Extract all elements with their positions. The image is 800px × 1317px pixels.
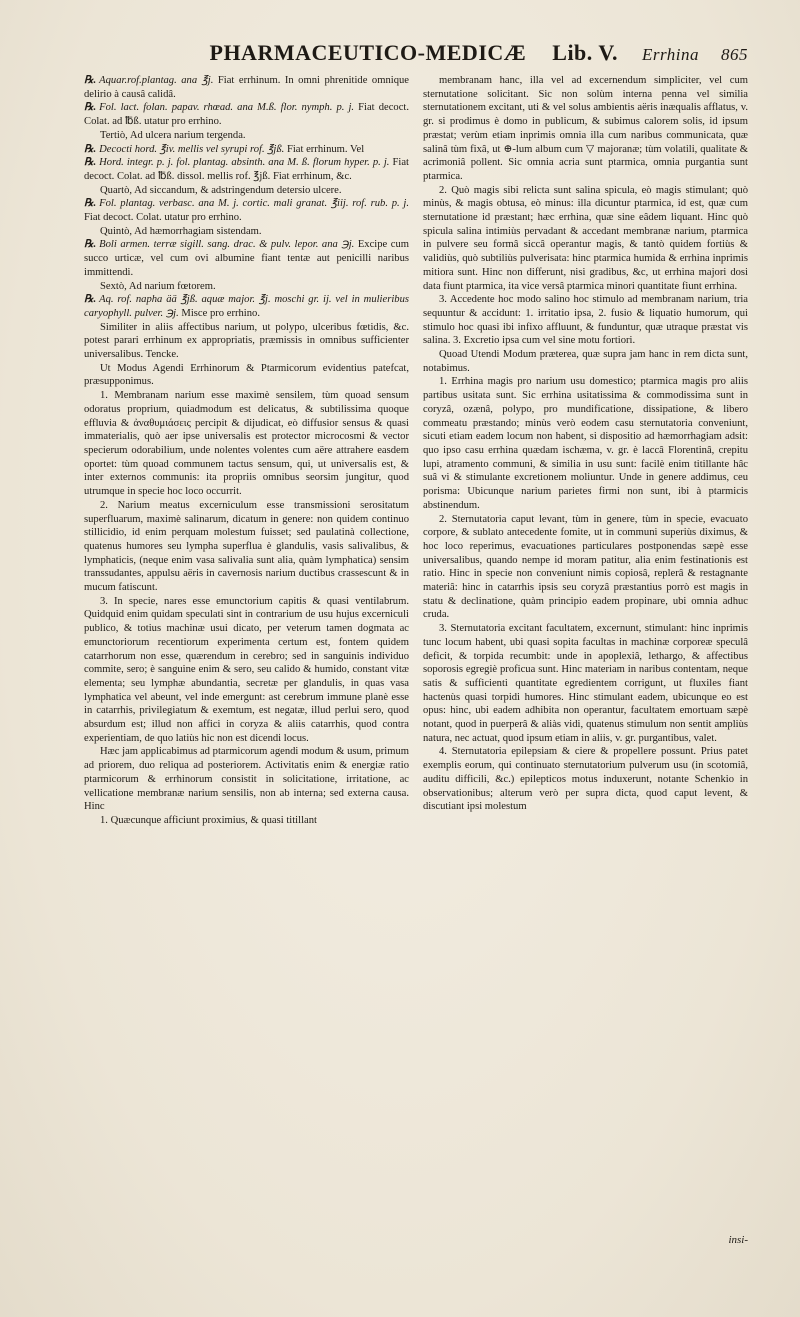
paragraph: 3. Accedente hoc modo salino hoc stimulo ad membranam narium, tria sequuntur & accidunt: 1. irritatio ipsa, 2. fusio & liquatio humorum, qui stimulo hoc quasi ibi infixo affluunt, & funduntur, quæ utraque præstat vis salina. 3. Excretio ipsa cum vel sine motu fortiori. [423,294,748,347]
paragraph: Tertiò, Ad ulcera narium tergenda. [100,129,246,141]
recipe-instruction: Fiat errhinum. Vel [284,143,365,155]
paragraph: Quartò, Ad siccandum, & adstringendum detersio ulcere. [100,184,342,196]
paragraph: 3. Sternutatoria excitant facultatem, excernunt, stimulant: hinc inprimis tunc locum habent, ubi quasi sopita facultas in machinæ corporeæ speculâ deficit, & torpida recumbit: unde in apoplexiâ, lethargo, & affectibus soporosis egregiè proficua sunt. Hinc materiam in naribus contentam, neque satis & sufficienti quantitate egredientem corrigunt, ut fluxiles fiant hactenùs quasi torpidi humores. Hinc stimulant eadem, ubicunque eo est opus: hinc, ubi eadem adhibita non operantur, facultatem emortuam sæpè notant, quod in puerperâ & aliàs vidi, quatenus stimulum non sentit ampliùs natura, nec actuat, quod ipsum etiam in aliis, v. gr. purgantibus, valet. [423,623,748,744]
running-title: PHARMACEUTICO-MEDICÆ [209,40,527,65]
paragraph: membranam hanc, illa vel ad excernendum simpliciter, vel cum sternutatione solicitant. Sic non solùm interna penna vel similia sternutationem excitant, uti & vel solus ambientis aëris inæqualis afflatus, v. gr. si prodimus è domo in publicum, & subimus calorem solis, id ipsum præstat; verùm etiam inprimis omnia illa cum naribus communicata, quæ salinâ tùm fixâ, ut ⊕-lum album cum ▽ majoranæ; tùm volatili, qualitate & acrimoniâ pollent. Sic omnia acria sunt ptarmica, omnia purgantia sunt ptarmica. [423,75,748,182]
left-column [84,74,409,828]
recipe-symbol: ℞. [84,102,97,114]
recipe-symbol: ℞. [84,75,97,86]
recipe-ingredients: Fol. plantag. verbasc. ana M. j. cortic. mali granat. ℥iij. rof. rub. p. j. [99,198,409,210]
recipe-ingredients: Aquar.rof.plantag. ana ℥j. [99,75,214,86]
right-column [423,74,748,828]
recipe-paragraph [84,238,409,279]
recipe-ingredients: Boli armen. terræ sigill. sang. drac. & pulv. lepor. ana ℈j. [99,239,355,251]
recipe-instruction: Fiat decoct. Colat. ad ℔ß. dissol. mellis rof. ℥jß. Fiat errhinum, &c. [84,157,409,182]
paragraph: Ut Modus Agendi Errhinorum & Ptarmicorum evidentius patefcat, præsupponimus. [84,362,409,388]
recipe-paragraph [84,101,409,128]
paragraph: 3. In specie, nares esse emunctorium capitis & quasi ventilabrum. Quidquid enim quidam speculati sint in contrarium de usu hujus excerniculi publico, & totius machinæ usui dicato, per veterum tamen dogmata ac emunctoriorum recentiorum experimenta certum est, fontem quidem catarrhorum non esse, quærendum in cerebro; sed in sanguinis individuo commite, sero; è sanguine enim & sero, seu calido & humido, constant vitæ elementa; seu lymphæ abundantia, secretæ per glandulis, in quas vasa lymphatica vel abeunt, vel inde emergunt: ast cerebrum immune planè esse in catarrhis, privilegiatum & exemtum, est negatæ, illud perlui sero, quod absurdum est; illud non affici in coryza & aliis catarrhis, quod contra experientiam, de quo latiùs hic non est dicendi locus. [84,595,409,744]
recipe-instruction: Fiat decoct. Colat. utatur pro errhino. [84,212,242,224]
paragraph: Quoad Utendi Modum præterea, quæ supra jam hanc in rem dicta sunt, notabimus. [423,349,748,374]
recipe-instruction: Misce pro errhino. [178,307,260,319]
paragraph: 2. Quò magis sibi relicta sunt salina spicula, eò magis stimulant; quò minùs, & magis obtusa, eò minus: illa dicuntur ptarmica, id est, quæ cum sternutatione id præstant; hæc errhina, quæ sine eâdem liquant. Hinc quò spicula salina intimiùs pervadant & accedant membranæ narium, ptarmica in pulvere seu formâ siccâ operantur magis, & tantò quidem fortiùs & validiùs, quò subtiliùs pulverisata: hinc ptarmica humida & errhina inprimis mitiora sunt. Hinc non differunt, nisi gradibus, &c, ut errhina majori dosi data fiunt ptarmica, ita vice versâ ptarmica minori quantitate fiunt errhina. [423,184,748,292]
recipe-ingredients: Aq. rof. napha ää ℥jß. aquæ major. ℥j. moschi gr. ij. vel in mulieribus caryophyll. pulver. ℈j. [84,294,409,319]
page-number: 865 [721,45,748,64]
recipe-symbol: ℞. [84,143,97,155]
recipe-paragraph [84,156,409,183]
book-number: Lib. V. [552,40,618,65]
paragraph: 1. Errhina magis pro narium usu domestico; ptarmica magis pro aliis partibus usitata sunt. Sic errhina usitatissima & commodissima sunt in coryzâ, ozænâ, polypo, pro mundificatione, dissipatione, & libero commeatu præstando; minùs verò eodem casu sternutatoria conveniunt, sicuti etiam eadem locum non habent, si dispositio ad hæmorrhagiam adsit: quo ipso casu errhina quædam ischæma, v. gr. è laccâ Florentinâ, crepitu lupi, atramento communi, & similia in usu sunt: facilè enim titillante hâc suâ vi & stimulante excretionem moliuntur. Unde in genere addimus, ceu porisma: Ubicunque narium parietes firmi non sunt, ibi à ptarmicis abstinendum. [423,376,748,511]
paragraph: Hæc jam applicabimus ad ptarmicorum agendi modum & usum, primum ad priorem, duo reliqua ad posteriorem. Activitatis enim & energiæ ratio ptarmicorum & errhinorum consistit in solicitatione, irritatione, ac vellicatione membranæ narium sensilis, non ab interna; sed externa causa. Hinc [84,746,409,813]
recipe-symbol: ℞. [84,157,97,169]
paragraph: 2. Narium meatus excerniculum esse transmissioni serositatum superfluarum, maximè salinarum, dicatum in genere: non quidem continuo stillicidio, id enim perquam molestum fuisset; sed paulatinà collectione, quatenus humores seu lympha superflua è glandulis, vasis salivalibus, & lymphaticis, (neque enim vasa salivalia sunt alia, quàm lymphatica) sensim transsudantes, appulsu aëris in cavernosis narium ductibus crassescunt & in mucum fatiscunt. [84,499,409,594]
recipe-ingredients: Decocti hord. ℥iv. mellis vel syrupi rof. ℥jß. [99,143,285,155]
recipe-paragraph [84,143,409,157]
recipe-symbol: ℞. [84,239,97,251]
recipe-instruction: Fiat decoct. Colat. ad ℔ß. utatur pro errhino. [84,102,409,128]
paragraph: 1. Quæcunque afficiunt proximius, & quasi titillant [100,814,317,826]
recipe-instruction: Fiat errhinum. In omni phrenitide omnique delirio à causâ calidâ. [84,75,409,100]
paragraph: 2. Sternutatoria caput levant, tùm in genere, tùm in specie, evacuato corpore, & sublato antecedente fomite, ut in communi superiùs diximus, & hoc loco reperimus, evacuationes particulares postponendas sæpè esse universalibus, quando nempe id moram patitur, alia enim festinationis est ratio. Hinc in specie non conveniunt nimis copiosâ, replerâ & restagnante materiâ: hinc in catarrhis ipsis seu coryzâ præstantius porrò est magis in statu & declinatione, quàm principio eadem propinare, ubi omnia adhuc cruda. [423,513,748,621]
recipe-instruction: Excipe cum succo urticæ, vel cum ovi albumine fiant tentæ aut penicilli naribus immittendi. [84,239,409,278]
recipe-paragraph [84,293,409,320]
catchword: insi- [728,1234,748,1246]
paragraph: 1. Membranam narium esse maximè sensilem, tùm quoad sensum odoratus proprium, quiadmodum est delicatus, & subtilissima quoque effluvia & ἀναθυμιάσεις percipit & dijudicat, eò diffusior sensus & quasi immaterialis, quò aer ipse universalis est protector microcosmi & vector specierum odorabilium, unde nolentes volentes cum aëre attrahere easdem oportet: tùm quoad communem tactus sensum, qui, ut universalis est, & inter externos communis: ita propriis omnibus seorsim jungitur, quod utrumque in specie hoc loco occurrit. [84,390,409,498]
recipe-ingredients: Fol. lact. folan. papav. rhœad. ana M.ß. flor. nymph. p. j. [99,102,355,114]
text-columns [84,74,748,828]
recipe-ingredients: Hord. integr. p. j. fol. plantag. absinth. ana M. ß. florum hyper. p. j. [99,157,390,169]
paragraph: Quintò, Ad hæmorrhagiam sistendam. [100,225,262,237]
section-name: Errhina [641,45,699,64]
recipe-symbol: ℞. [84,294,97,306]
recipe-symbol: ℞. [84,198,97,210]
paragraph: Similiter in aliis affectibus narium, ut polypo, ulceribus fœtidis, &c. potest parari errhinum ex appropriatis, præmissis in omnibus sufficienter universalibus. Tencke. [84,321,409,361]
paragraph: 4. Sternutatoria epilepsiam & ciere & propellere possunt. Prius patet exemplis eorum, qui continuato sternutatorium pulverum usu (in scotomiâ, auditu difficili, &c.) epilepticos motus induxerunt, notante Schenkio in observationibus; alterum verò per supra dicta, quod caput levent, & discutiant ipsi molestum [423,746,748,813]
recipe-paragraph [84,74,409,101]
recipe-paragraph [84,197,409,224]
paragraph: Sextò, Ad narium fœtorem. [100,280,216,292]
running-header [84,40,748,70]
